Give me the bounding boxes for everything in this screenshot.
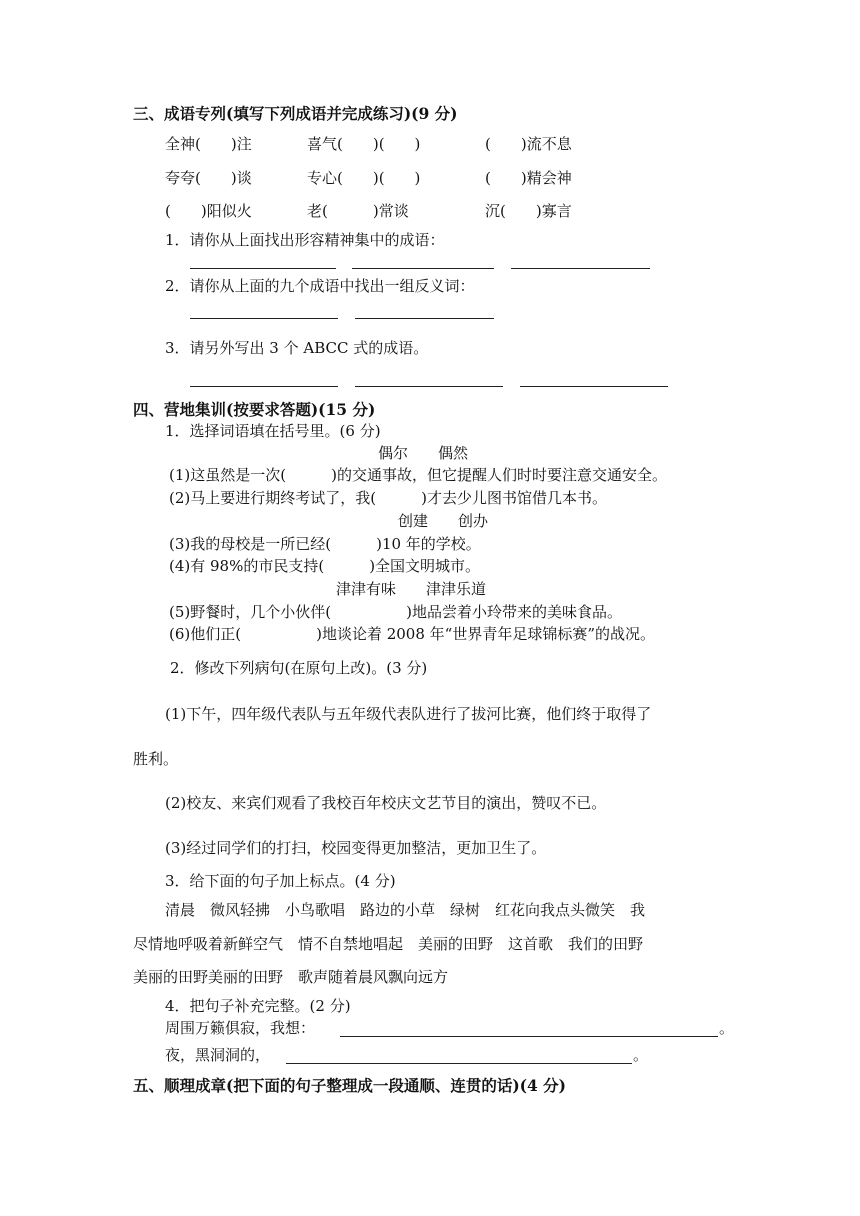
idiom-5: 专心( )( )	[307, 169, 421, 187]
word-choice-group-1: 偶尔 偶然	[378, 444, 469, 462]
q3-line-2: 尽情地呼吸着新鲜空气 情不自禁地唱起 美丽的田野 这首歌 我们的田野	[133, 935, 644, 953]
q2-sentence-1b: 胜利。	[133, 750, 179, 768]
answer-line[interactable]	[340, 1036, 718, 1037]
q2-title: 2．修改下列病句(在原句上改)。(3 分)	[170, 659, 428, 677]
answer-line[interactable]	[286, 1063, 632, 1064]
idiom-6: ( )精会神	[485, 169, 572, 187]
idiom-9: 沉( )寡言	[485, 202, 572, 220]
q1-sentence-1: (1)这虽然是一次( )的交通事故，但它提醒人们时时要注意交通安全。	[169, 466, 667, 484]
word-choice-group-3: 津津有味 津津乐道	[336, 580, 487, 598]
q3-line-3: 美丽的田野美丽的田野 歌声随着晨风飘向远方	[133, 968, 449, 986]
q4-sentence-2-end: 。	[633, 1046, 649, 1064]
q2-sentence-3: (3)经过同学们的打扫，校园变得更加整洁，更加卫生了。	[165, 839, 547, 857]
idiom-2: 喜气( )( )	[307, 135, 421, 153]
section3-title: 三、成语专列(填写下列成语并完成练习)(9 分)	[133, 104, 458, 123]
answer-line[interactable]	[190, 386, 338, 387]
idiom-1: 全神( )注	[165, 135, 252, 153]
idiom-3: ( )流不息	[485, 135, 572, 153]
q2-sentence-1a: (1)下午，四年级代表队与五年级代表队进行了拔河比赛，他们终于取得了	[165, 705, 652, 723]
section5-title: 五、顺理成章(把下面的句子整理成一段通顺、连贯的话)(4 分)	[133, 1076, 567, 1095]
answer-line[interactable]	[355, 318, 494, 319]
q1-sentence-5: (5)野餐时，几个小伙伴( )地品尝着小玲带来的美味食品。	[169, 603, 622, 621]
answer-line[interactable]	[520, 386, 668, 387]
q1-sentence-4: (4)有 98%的市民支持( )全国文明城市。	[169, 557, 481, 575]
section3-q2: 2．请你从上面的九个成语中找出一组反义词：	[165, 277, 475, 295]
q2-sentence-2: (2)校友、来宾们观看了我校百年校庆文艺节目的演出，赞叹不已。	[165, 794, 607, 812]
q4-sentence-2-prefix: 夜，黑洞洞的，	[165, 1046, 271, 1064]
idiom-7: ( )阳似火	[165, 202, 252, 220]
q1-sentence-3: (3)我的母校是一所已经( )10 年的学校。	[169, 535, 481, 553]
q4-sentence-1-prefix: 周围万籁俱寂，我想：	[165, 1019, 316, 1037]
q1-title: 1．选择词语填在括号里。(6 分)	[165, 422, 381, 440]
section3-q3: 3．请另外写出 3 个 ABCC 式的成语。	[165, 339, 429, 357]
answer-line[interactable]	[352, 268, 494, 269]
idiom-4: 夸夸( )谈	[165, 169, 252, 187]
section4-title: 四、营地集训(按要求答题)(15 分)	[133, 400, 376, 419]
q4-title: 4．把句子补充完整。(2 分)	[165, 997, 351, 1015]
q4-sentence-1-end: 。	[719, 1019, 735, 1037]
answer-line[interactable]	[190, 318, 338, 319]
idiom-8: 老( )常谈	[307, 202, 409, 220]
q1-sentence-2: (2)马上要进行期终考试了，我( )才去少儿图书馆借几本书。	[169, 489, 607, 507]
answer-line[interactable]	[511, 268, 650, 269]
q3-title: 3．给下面的句子加上标点。(4 分)	[165, 872, 396, 890]
answer-line[interactable]	[355, 386, 503, 387]
section3-q1: 1．请你从上面找出形容精神集中的成语：	[165, 231, 445, 249]
answer-line[interactable]	[190, 268, 336, 269]
q1-sentence-6: (6)他们正( )地谈论着 2008 年“世界青年足球锦标赛”的战况。	[169, 625, 656, 643]
q3-line-1: 清晨 微风轻拂 小鸟歌唱 路边的小草 绿树 红花向我点头微笑 我	[165, 901, 646, 919]
word-choice-group-2: 创建 创办	[398, 512, 489, 530]
